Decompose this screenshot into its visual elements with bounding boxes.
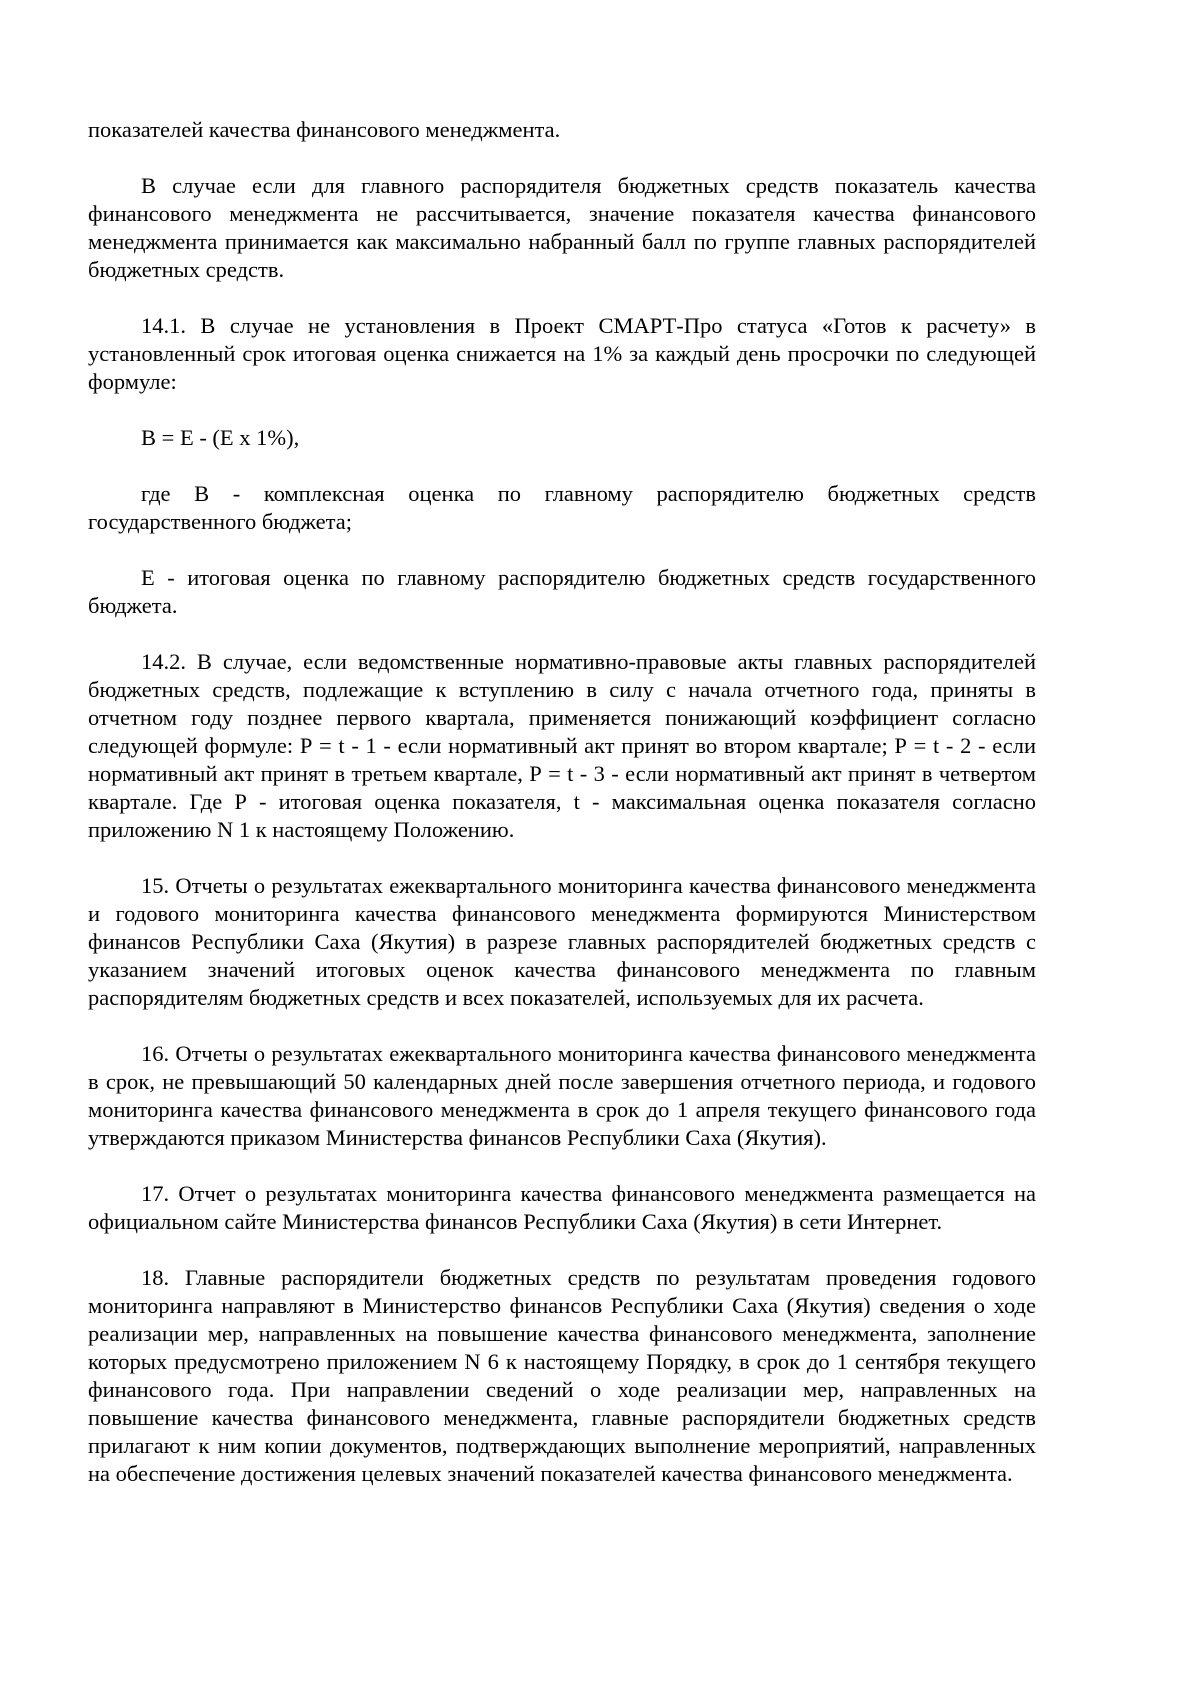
paragraph-16: 16. Отчеты о результатах ежеквартального мониторинга качества финансового менеджмента в срок, не превышающий 50 календарных дней после завершения отчетного периода, и годового мониторинга качества финансового менеджмента в срок до 1 апреля текущего финансового года утверждаются приказом Министерства финансов Республики Саха (Якутия). — [88, 1041, 1036, 1150]
formula-definition-e: Е - итоговая оценка по главному распорядителю бюджетных средств государственного бюджета. — [88, 565, 1036, 618]
paragraph-18: 18. Главные распорядители бюджетных средств по результатам проведения годового мониторинга направляют в Министерство финансов Республики Саха (Якутия) сведения о ходе реализации мер, направленных на повышение качества финансового менеджмента, заполнение которых предусмотрено приложением N 6 к настоящему Порядку, в срок до 1 сентября текущего финансового года. При направлении сведений о ходе реализации мер, направленных на повышение качества финансового менеджмента, главные распорядители бюджетных средств прилагают к ним копии документов, подтверждающих выполнение мероприятий, направленных на обеспечение достижения целевых значений показателей качества финансового менеджмента. — [88, 1265, 1036, 1486]
formula-definition-b: где В - комплексная оценка по главному распорядителю бюджетных средств государственного бюджета; — [88, 481, 1036, 534]
formula-b: В = Е - (Е х 1%), — [141, 425, 300, 450]
paragraph-continuation: показателей качества финансового менеджмента. — [88, 117, 561, 142]
paragraph-max-score-rule: В случае если для главного распорядителя бюджетных средств показатель качества финансового менеджмента не рассчитывается, значение показателя качества финансового менеджмента принимается как максимально набранный балл по группе главных распорядителей бюджетных средств. — [88, 173, 1036, 282]
paragraph-14-1: 14.1. В случае не установления в Проект СМАРТ-Про статуса «Готов к расчету» в установленный срок итоговая оценка снижается на 1% за каждый день просрочки по следующей формуле: — [88, 313, 1036, 394]
paragraph-17: 17. Отчет о результатах мониторинга качества финансового менеджмента размещается на официальном сайте Министерства финансов Республики Саха (Якутия) в сети Интернет. — [88, 1181, 1036, 1234]
paragraph-15: 15. Отчеты о результатах ежеквартального мониторинга качества финансового менеджмента и годового мониторинга качества финансового менеджмента формируются Министерством финансов Республики Саха (Якутия) в разрезе главных распорядителей бюджетных средств с указанием значений итоговых оценок качества финансового менеджмента по главным распорядителям бюджетных средств и всех показателей, используемых для их расчета. — [88, 873, 1036, 1010]
paragraph-14-2: 14.2. В случае, если ведомственные нормативно-правовые акты главных распорядителей бюджетных средств, подлежащие к вступлению в силу с начала отчетного года, приняты в отчетном году позднее первого квартала, применяется понижающий коэффициент согласно следующей формуле: Р = t - 1 - если нормативный акт принят во втором квартале; Р = t - 2 - если нормативный акт принят в третьем квартале, Р = t - 3 - если нормативный акт принят в четвертом квартале. Где Р - итоговая оценка показателя, t - максимальная оценка показателя согласно приложению N 1 к настоящему Положению. — [88, 649, 1036, 842]
